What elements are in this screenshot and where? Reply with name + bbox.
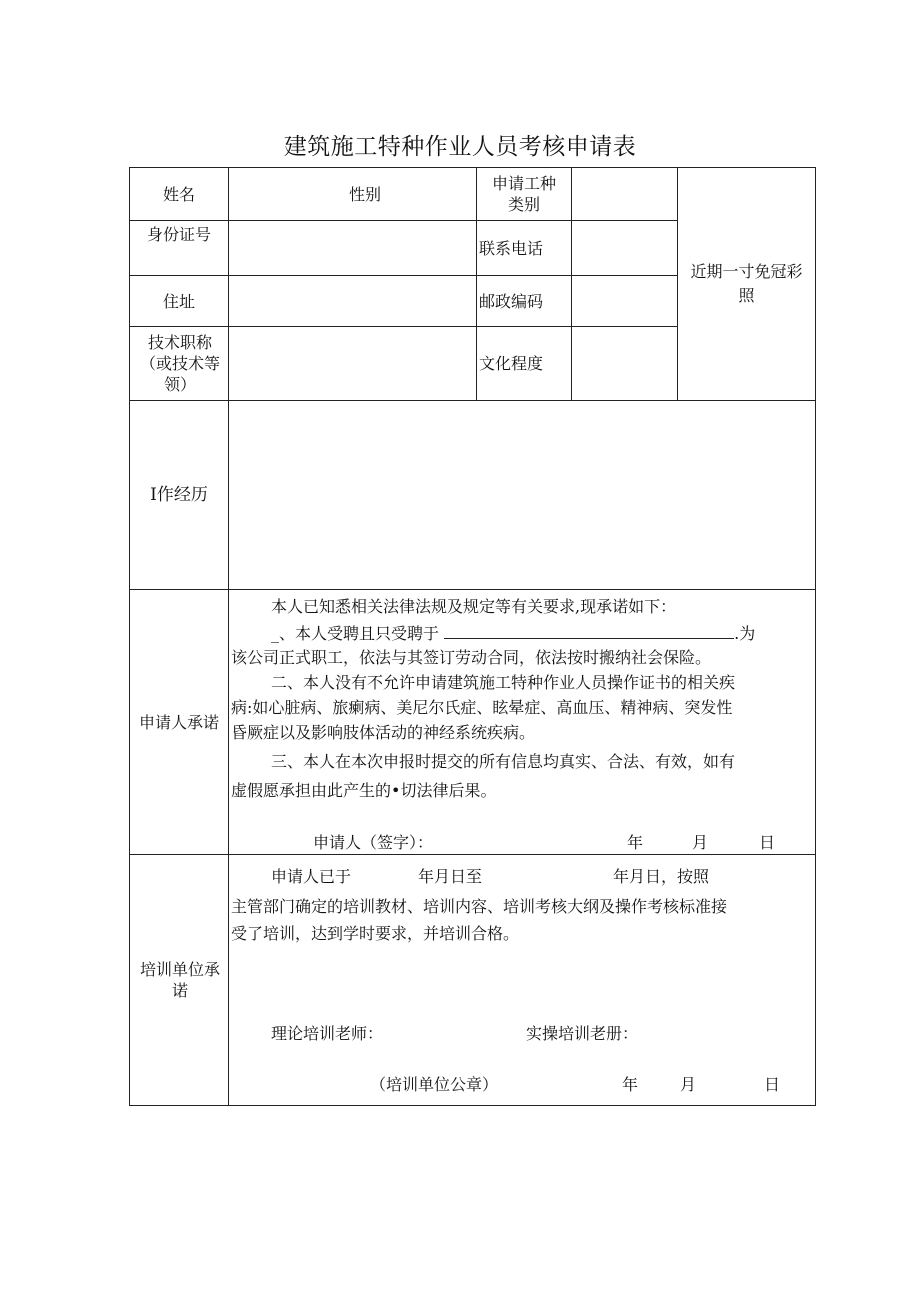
gender-label: 性别 bbox=[348, 184, 381, 204]
training-seal-label: （培训单位公章） bbox=[370, 1075, 499, 1094]
applicant-date-month: 月 bbox=[692, 833, 709, 852]
work-history-input[interactable] bbox=[229, 401, 815, 589]
training-date-day: 日 bbox=[764, 1075, 781, 1094]
section-divider-training bbox=[129, 854, 816, 855]
title-rank-label: 技术职称（或技术等领） bbox=[139, 333, 220, 394]
photo-box[interactable] bbox=[678, 168, 815, 400]
training-start-date-field[interactable] bbox=[358, 866, 414, 886]
education-input[interactable] bbox=[572, 327, 677, 400]
training-date-year: 年 bbox=[622, 1075, 639, 1094]
commit-item2-line2: 病:如心脏病、旅瘌病、美尼尔氏症、眩晕症、高血压、精神病、突发性 bbox=[231, 698, 733, 717]
name-input[interactable] bbox=[229, 168, 319, 220]
commit-item3-line1: 三、本人在本次申报时提交的所有信息均真实、合法、有效，如有 bbox=[271, 752, 736, 771]
practice-teacher-field[interactable] bbox=[646, 1023, 796, 1043]
training-end-date-field[interactable] bbox=[496, 866, 606, 886]
education-label: 文化程度 bbox=[479, 354, 544, 373]
phone-input[interactable] bbox=[572, 221, 677, 275]
postal-input[interactable] bbox=[572, 276, 677, 326]
table-border-bottom bbox=[129, 1105, 816, 1106]
training-line1-b: 年月日至 bbox=[418, 867, 483, 886]
applicant-signature-field[interactable] bbox=[460, 832, 610, 852]
training-commit-label: 培训单位承诺 bbox=[139, 960, 220, 1000]
address-label: 住址 bbox=[162, 291, 195, 311]
applicant-commit-label: 申请人承诺 bbox=[138, 712, 219, 732]
table-border-right bbox=[815, 167, 816, 1106]
postal-label: 邮政编码 bbox=[479, 291, 544, 311]
section-divider-applicant bbox=[129, 589, 816, 590]
applicant-signature-label: 申请人（签字）： bbox=[313, 833, 434, 852]
training-line2: 主管部门确定的培训教材、培训内容、培训考核大纲及操作考核标准接 bbox=[231, 897, 728, 916]
theory-teacher-field[interactable] bbox=[386, 1023, 516, 1043]
training-line1-c: 年月日，按照 bbox=[613, 867, 710, 886]
training-date-month: 月 bbox=[680, 1075, 697, 1094]
applicant-date-year: 年 bbox=[627, 833, 644, 852]
title-rank-input[interactable] bbox=[229, 327, 476, 400]
work-history-label: I作经历 bbox=[150, 484, 208, 505]
commit-item1-end: .为 bbox=[734, 624, 756, 643]
theory-teacher-label: 理论培训老师： bbox=[271, 1024, 384, 1043]
commit-item1 bbox=[271, 622, 755, 645]
gender-input[interactable] bbox=[405, 168, 475, 220]
commit-item1-start: _、本人受聘且只受聘于 bbox=[271, 624, 440, 643]
commit-item1-cont: 该公司正式职工，依法与其签订劳动合同，依法按时搬纳社会保险。 bbox=[231, 648, 712, 667]
job-type-input[interactable] bbox=[572, 168, 677, 220]
phone-label: 联系电话 bbox=[479, 238, 544, 258]
practice-teacher-label: 实操培训老册： bbox=[526, 1024, 639, 1043]
applicant-date-day: 日 bbox=[759, 833, 776, 852]
photo-label: 近期一寸免冠彩照 bbox=[690, 262, 803, 305]
id-number-label: 身份证号 bbox=[146, 224, 211, 244]
training-line3: 受了培训，达到学时要求，并培训合格。 bbox=[231, 924, 520, 943]
name-label: 姓名 bbox=[162, 184, 195, 204]
job-type-label: 申请工种类别 bbox=[491, 174, 556, 214]
form-title: 建筑施工特种作业人员考核申请表 bbox=[283, 134, 637, 160]
commit-item2-line1: 二、本人没有不允许申请建筑施工特种作业人员操作证书的相关疾 bbox=[271, 673, 736, 692]
address-input[interactable] bbox=[229, 276, 476, 326]
training-line1-a: 申请人已于 bbox=[271, 867, 352, 886]
id-number-input[interactable] bbox=[229, 221, 476, 275]
employer-field[interactable] bbox=[444, 622, 734, 639]
commit-item2-line3: 昏厥症以及影响肢体活动的神经系统疾病。 bbox=[231, 723, 536, 742]
commit-intro: 本人已知悉相关法律法规及规定等有关要求,现承诺如下： bbox=[271, 597, 677, 616]
commit-item3-line2: 虚假愿承担由此产生的•切法律后果。 bbox=[231, 781, 497, 800]
